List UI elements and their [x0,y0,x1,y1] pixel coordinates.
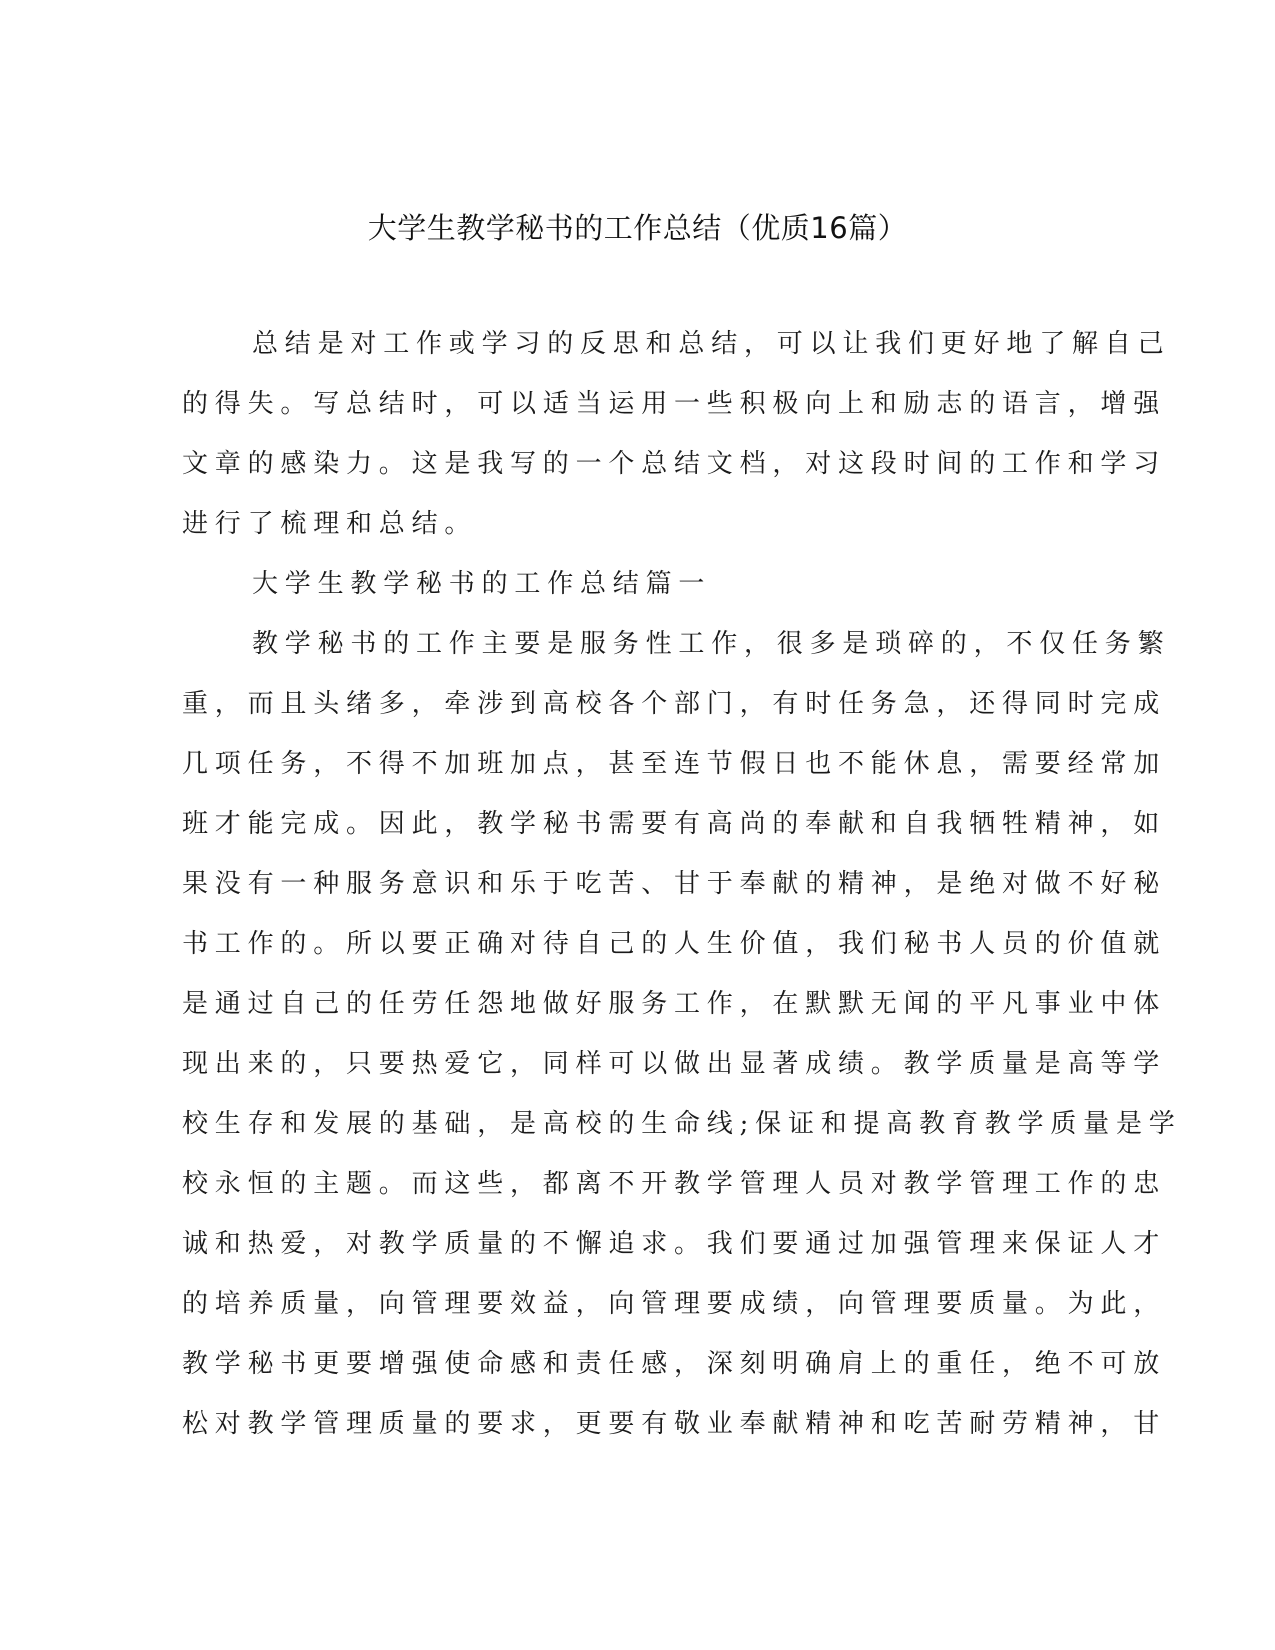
paragraph-line: 果没有一种服务意识和乐于吃苦、甘于奉献的精神，是绝对做不好秘 [182,869,1167,899]
paragraph-line: 总结是对工作或学习的反思和总结，可以让我们更好地了解自己 [252,329,1171,359]
paragraph-line: 教学秘书更要增强使命感和责任感，深刻明确肩上的重任，绝不可放 [182,1349,1167,1379]
paragraph-line: 班才能完成。因此，教学秘书需要有高尚的奉献和自我牺牲精神，如 [182,809,1167,839]
document-title: 大学生教学秘书的工作总结（优质16篇） [367,211,908,245]
paragraph-line: 松对教学管理质量的要求，更要有敬业奉献精神和吃苦耐劳精神，甘 [182,1409,1167,1439]
paragraph-line: 进行了梳理和总结。 [182,509,478,539]
paragraph-line: 校生存和发展的基础，是高校的生命线;保证和提高教育教学质量是学 [182,1109,1182,1139]
paragraph-line: 教学秘书的工作主要是服务性工作，很多是琐碎的，不仅任务繁 [252,629,1171,659]
paragraph-line: 重，而且头绪多，牵涉到高校各个部门，有时任务急，还得同时完成 [182,689,1167,719]
paragraph-line: 书工作的。所以要正确对待自己的人生价值，我们秘书人员的价值就 [182,929,1167,959]
paragraph-line: 校永恒的主题。而这些，都离不开教学管理人员对教学管理工作的忠 [182,1169,1167,1199]
section-heading: 大学生教学秘书的工作总结篇一 [252,569,712,599]
paragraph-line: 文章的感染力。这是我写的一个总结文档，对这段时间的工作和学习 [182,449,1167,479]
paragraph-line: 的培养质量，向管理要效益，向管理要成绩，向管理要质量。为此， [182,1289,1167,1319]
document-body [182,329,1182,1470]
paragraph-line: 是通过自己的任劳任怨地做好服务工作，在默默无闻的平凡事业中体 [182,989,1167,1019]
paragraph-line: 几项任务，不得不加班加点，甚至连节假日也不能休息，需要经常加 [182,749,1167,779]
paragraph-line: 诚和热爱，对教学质量的不懈追求。我们要通过加强管理来保证人才 [182,1229,1167,1259]
paragraph-line: 现出来的，只要热爱它，同样可以做出显著成绩。教学质量是高等学 [182,1049,1167,1079]
paragraph-line: 的得失。写总结时，可以适当运用一些积极向上和励志的语言，增强 [182,389,1167,419]
